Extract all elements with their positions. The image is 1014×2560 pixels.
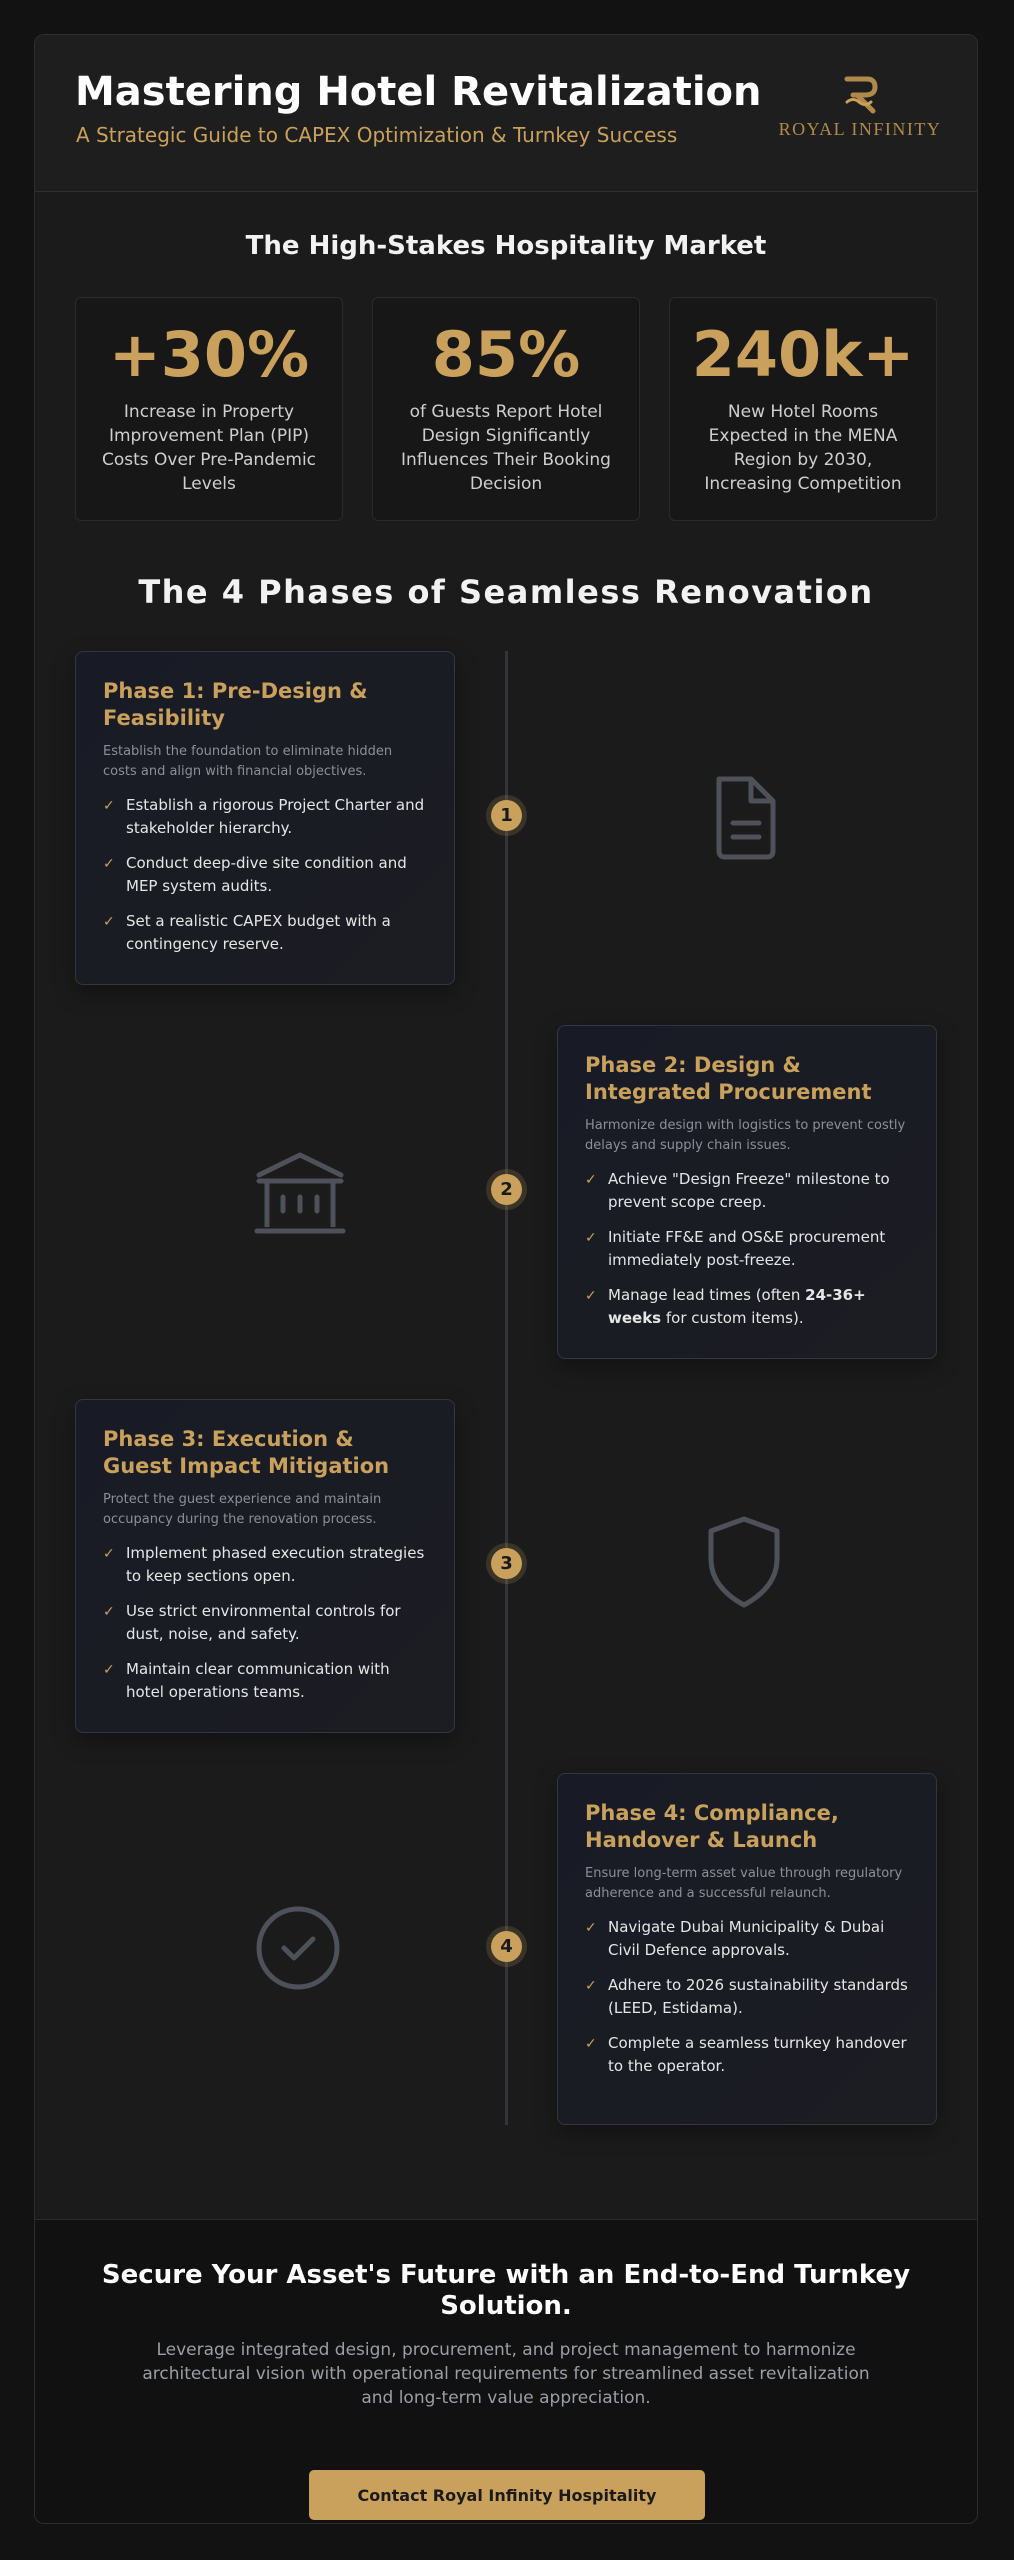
check-icon: ✓ [103,914,115,930]
logo [775,75,945,155]
lead-time-highlight: 24-36+ weeks [608,1286,866,1327]
list-item: ✓ Adhere to 2026 sustainability standards (LEED, Estidama). [585,1976,908,2017]
check-icon: ✓ [103,1604,115,1620]
header [35,35,977,192]
phase-title: Phase 4: Compliance, Handover & Launch [585,1801,839,1852]
list-item: ✓ Complete a seamless turnkey handover to the operator. [585,2034,907,2075]
list-item: ✓ Set a realistic CAPEX budget with a contingency reserve. [103,912,391,953]
shield-icon [703,1513,785,1611]
list-item: ✓ Navigate Dubai Municipality & Dubai Civil Defence approvals. [585,1918,885,1959]
phase-bullets [585,1168,910,1330]
check-icon: ✓ [585,1172,597,1188]
list-item: ✓ Manage lead times (often 24-36+ weeks for custom items). [585,1286,866,1327]
stat-card [75,297,343,521]
list-item: ✓ Implement phased execution strategies to keep sections open. [103,1544,425,1585]
check-icon: ✓ [103,798,115,814]
phase-card-3 [75,1399,455,1733]
phase-marker-2: 2 [491,1174,522,1205]
check-icon: ✓ [585,1920,597,1936]
list-item: ✓ Conduct deep-dive site condition and MEP system audits. [103,854,407,895]
stat-value: 240k+ [691,318,915,391]
timeline-line [505,651,508,2125]
list-item: ✓ Initiate FF&E and OS&E procurement immediately post-freeze. [585,1228,886,1269]
logo-text: ROYAL INFINITY [778,119,942,139]
phase-title: Phase 2: Design & Integrated Procurement [585,1053,872,1104]
phase-bullets [103,794,428,956]
contact-button[interactable]: Contact Royal Infinity Hospitality [309,2470,705,2520]
phase-title: Phase 3: Execution & Guest Impact Mitigation [103,1427,390,1478]
phase-bullets [585,1916,910,2078]
stat-value: 85% [431,318,581,391]
check-icon: ✓ [585,1230,597,1246]
phase-description: Harmonize design with logistics to prevent costly delays and supply chain issues. [585,1118,906,1153]
cta-title: Secure Your Asset's Future with an End-to-End Turnkey Solution. [101,2260,911,2321]
phase-marker-1: 1 [491,800,522,831]
phase-description: Ensure long-term asset value through regulatory adherence and a successful relaunch. [585,1866,903,1901]
cta-section [35,2219,977,2524]
cta-text: Leverage integrated design, procurement, and project management to harmonize architectural vision with operational requirements for streamlined asset revitalization and long-term value appreciation. [142,2340,870,2408]
list-item: ✓ Maintain clear communication with hotel operations teams. [103,1660,390,1701]
check-icon: ✓ [103,1546,115,1562]
page-subtitle: A Strategic Guide to CAPEX Optimization & Turnkey Success [76,123,678,147]
phase-bullets [103,1542,428,1704]
phase-description: Establish the foundation to eliminate hidden costs and align with financial objectives. [103,744,393,779]
phase-marker-3: 3 [491,1548,522,1579]
royal-infinity-monogram-icon [841,75,879,115]
stat-label: of Guests Report Hotel Design Significantly Influences Their Booking Decision [401,402,611,494]
phase-card-2 [557,1025,937,1359]
market-section-title: The High-Stakes Hospitality Market [245,231,767,261]
phase-card-1 [75,651,455,985]
check-icon: ✓ [585,2036,597,2052]
check-icon: ✓ [103,856,115,872]
check-icon: ✓ [585,1978,597,1994]
check-circle-icon [253,1903,343,1993]
stat-label: New Hotel Rooms Expected in the MENA Region by 2030, Increasing Competition [704,402,902,494]
list-item: ✓ Achieve "Design Freeze" milestone to prevent scope creep. [585,1170,890,1211]
check-icon: ✓ [585,1288,597,1304]
phase-title: Phase 1: Pre-Design & Feasibility [103,679,368,730]
phase-marker-4: 4 [491,1931,522,1962]
stat-label: Increase in Property Improvement Plan (PIP) Costs Over Pre-Pandemic Levels [101,402,317,494]
phase-description: Protect the guest experience and maintain occupancy during the renovation process. [103,1492,382,1527]
building-icon [253,1147,347,1241]
stat-card [372,297,640,521]
phase-card-4 [557,1773,937,2125]
document-icon [709,773,781,863]
stat-card [669,297,937,521]
list-item: ✓ Use strict environmental controls for dust, noise, and safety. [103,1602,401,1643]
page-title: Mastering Hotel Revitalization [75,69,762,115]
stat-value: +30% [108,318,310,391]
infographic-card [34,34,978,2524]
phases-section-title: The 4 Phases of Seamless Renovation [138,573,874,611]
list-item: ✓ Establish a rigorous Project Charter and stakeholder hierarchy. [103,796,425,837]
check-icon: ✓ [103,1662,115,1678]
